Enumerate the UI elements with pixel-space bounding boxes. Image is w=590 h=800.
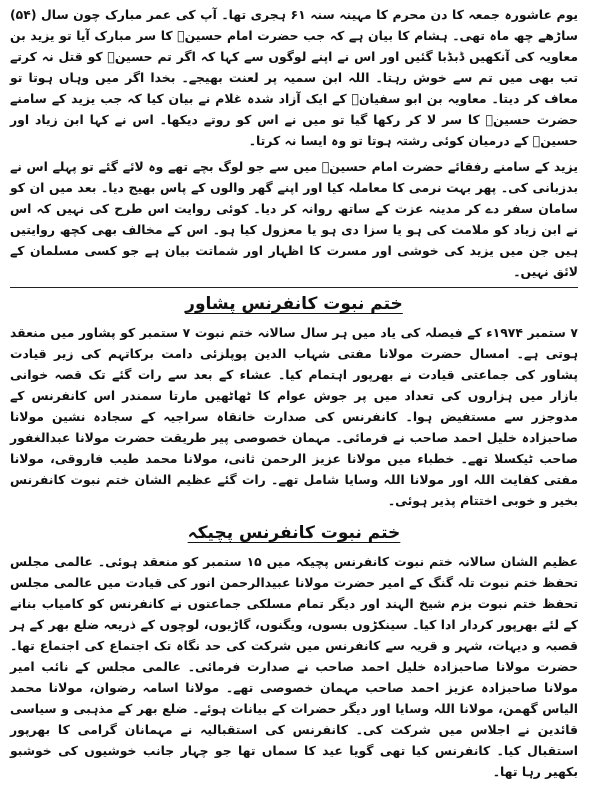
paragraph-pachika: عظیم الشان سالانہ ختم نبوت کانفرنس پچیکہ میں ۱۵ ستمبر کو منعقد ہوئی۔ عالمی مجلس تحفظ ختم نبوت تلہ گنگ کے امیر حضرت مولانا عبیدالرحمن انور کی قیادت میں عالمی مجلس تحفظ ختم نبوت بزم شیخ الہند اور دیگر تمام مسلکی جماعتوں نے کانفرنس کو کامیاب بنانے کے لئے بھرپور کردار ادا کیا۔ سینکڑوں بسوں، ویگنوں، گاڑیوں، لوچوں کے ذریعہ ضلع بھر کے ہر قصبہ و دیہات، شہر و قریہ سے کانفرنس میں شرکت کی حد نگاہ تک اجتماع کی اجتماع تھا۔ حضرت مولانا صاحبزادہ خلیل احمد صاحب نے صدارت فرمائی۔ عالمی مجلس کے نائب امیر مولانا صاحبزادہ عزیز احمد صاحب مہمان خصوصی تھے۔ مولانا اسامہ رضوان، مولانا محمد الیاس گھمن، مولانا اللہ وسایا اور دیگر حضرات کے بیانات ہوئے۔ ضلع بھر کے مذہبی و سیاسی قائدین نے اجلاس میں شرکت کی۔ کانفرنس کی استقبالیہ نے مہمانان گرامی کا بھرپور استقبال کیا۔ کانفرنس کیا تھی گویا عید کا سماں تھا جو چہار جانب خوشیوں کی خوشبو بکھیر رہا تھا۔ [10, 554, 578, 779]
section-divider [10, 287, 578, 288]
paragraph-ashura: یوم عاشورہ جمعہ کا دن محرم کا مہینہ سنہ ۶۱ ہجری تھا۔ آپ کی عمر مبارک چون سال (۵۴) ساڑھے چھ ماہ تھی۔ ہشام کا بیان ہے کہ جب حضرت امام حسینؓ کا سر مبارک آیا تو یزید بن معاویہ کی آنکھیں ڈبڈبا گئیں اور اس نے اپنے لوگوں سے کہا کہ اگر تم حسینؓ کو قتل نہ کرتے تب بھی میں تم سے خوش رہتا۔ اللہ ابن سمیہ پر لعنت بھیجے۔ بخدا اگر میں وہاں ہوتا تو معاف کر دیتا۔ معاویہ بن ابو سفیانؓ کے ایک آزاد شدہ غلام نے بیان کیا کہ جب یزید کے سامنے حضرت حسینؓ کا سر لا کر رکھا گیا تو میں نے اس کو روتے دیکھا۔ اس نے کہا ابن زیاد اور حسینؓ کے درمیان کوئی رشتہ ہوتا تو وہ ایسا نہ کرتا۔ [10, 7, 578, 148]
section-title-peshawar: ختم نبوت کانفرنس پشاور [185, 294, 403, 314]
section-title-pachika: ختم نبوت کانفرنس پچیکہ [187, 523, 401, 543]
paragraph-peshawar: ۷ ستمبر ۱۹۷۴ء کے فیصلہ کی یاد میں ہر سال سالانہ ختم نبوت ۷ ستمبر کو پشاور میں منعقد ہوتی ہے۔ امسال حضرت مولانا مفتی شہاب الدین پوپلزئی دامت برکاتہم کی زیر قیادت پشاور کی جماعتی قیادت نے بھرپور اہتمام کیا۔ عشاء کے بعد سے رات گئے تک قصہ خوانی بازار میں ہزاروں کی تعداد میں پر جوش عوام کا ٹھاٹھیں مارتا سمندر اس کانفرنس کے مدوجزر سے مستفیض ہوا۔ کانفرنس کی صدارت خانقاہ سراجیہ کے سجادہ نشین مولانا صاحبزادہ خلیل احمد صاحب نے فرمائی۔ مہمان خصوصی پیر طریقت حضرت مولانا عبدالغفور صاحب ٹیکسلا تھے۔ خطباء میں مولانا عزیز الرحمن ثانی، مولانا محمد طیب فاروقی، مولانا مفتی کفایت اللہ اور مولانا اللہ وسایا شامل تھے۔ رات گئے عظیم الشان ختم نبوت کانفرنس بخیر و خوبی اختتام پذیر ہوئی۔ [10, 325, 578, 508]
paragraph-yazid: یزید کے سامنے رفقائے حضرت امام حسینؓ میں سے جو لوگ بچے تھے وہ لائے گئے تو پہلے اس نے بدزبانی کی۔ پھر بہت نرمی کا معاملہ کیا اور اپنے گھر والوں کے پاس بھیج دیا۔ بعد میں ان کو سامان سفر دے کر مدینہ عزت کے ساتھ روانہ کر دیا۔ کوئی روایت اس طرح کی نہیں کہ اس نے ابن زیاد کو ملامت کی ہو یا سزا دی ہو یا معزول کیا ہو۔ اس کے مخالف بھی کچھ روایتیں ہیں جن میں یزید کی خوشی اور مسرت کا اظہار اور شماتت بیان ہے جو کسی مسلمان کے لائق نہیں۔ [10, 159, 578, 279]
